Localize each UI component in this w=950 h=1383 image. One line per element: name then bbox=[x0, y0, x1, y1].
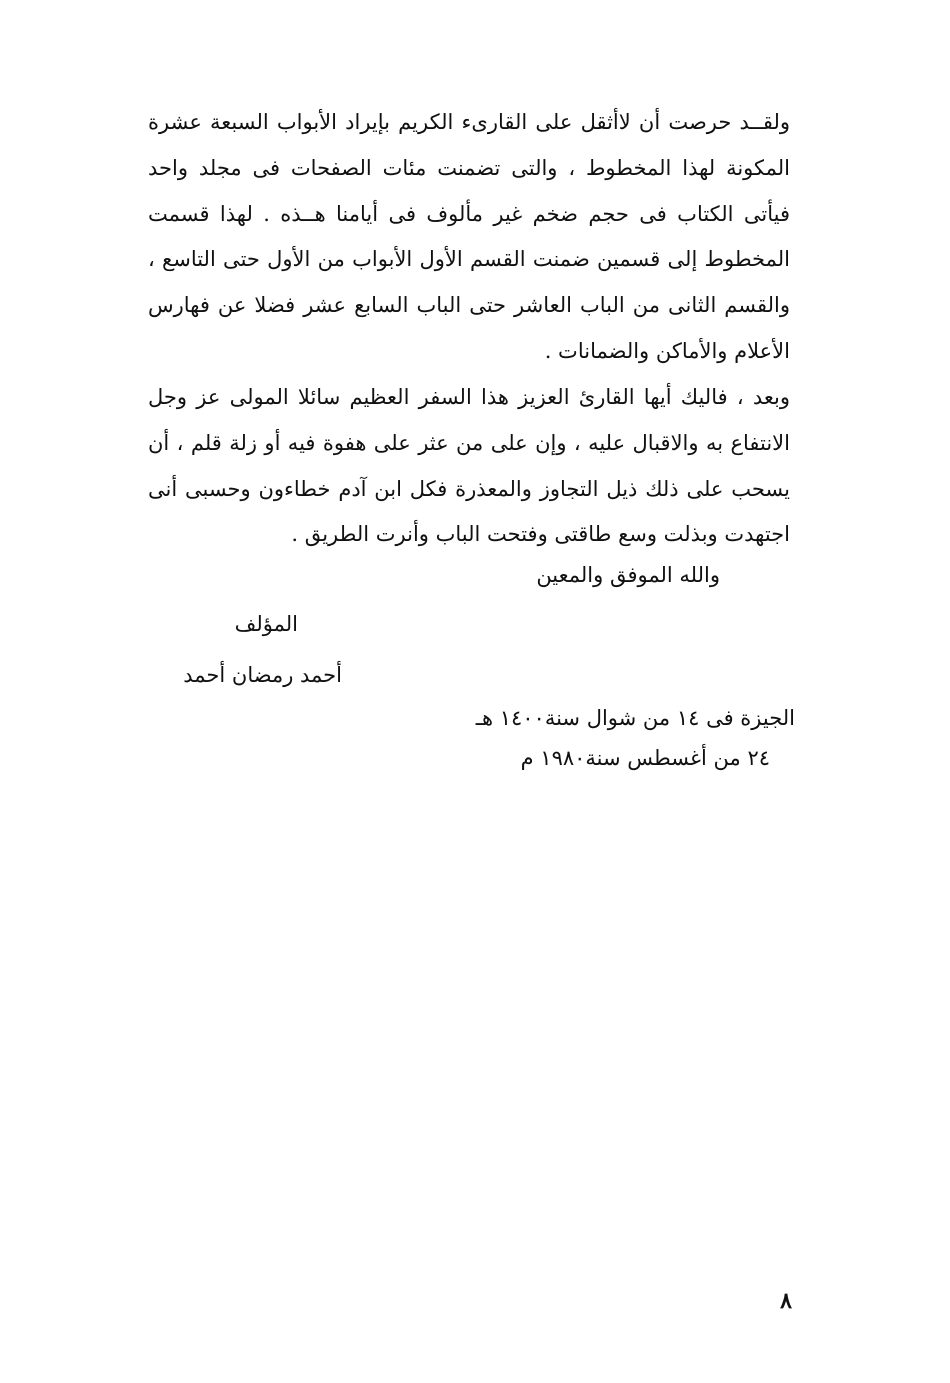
date-hijri: الجيزة فى ١٤ من شوال سنة١٤٠٠ هـ bbox=[475, 706, 795, 730]
intro-paragraph: ولقــد حرصت أن لاأثقل على القارىء الكريم بإيراد الأبواب السبعة عشرة المكونة لهذا المخطوط ، والتى تضمنت مئات الصفحات فى مجلد واحد فيأتى الكتاب فى حجم ضخم غير مألوف فى أيامنا هــذه . لهذا قسمت المخطوط إلى قسمين ضمنت القسم الأول الأبواب من الأول حتى التاسع ، والقسم الثانى من الباب العاشر حتى الباب السابع عشر فضلا عن فهارس الأعلام والأماكن والضمانات . bbox=[148, 110, 790, 363]
second-paragraph: وبعد ، فاليك أيها القارئ العزيز هذا السفر العظيم سائلا المولى عز وجل الانتفاع به والاقبال عليه ، وإن على من عثر على هفوة فيه أو زلة قلم ، أن يسحب على ذلك ذيل التجاوز والمعذرة فكل ابن آدم خطاءون وحسبى أنى اجتهدت وبذلت وسع طاقتى وفتحت الباب وأنرت الطريق . bbox=[148, 385, 790, 547]
author-label: المؤلف bbox=[234, 612, 298, 636]
closing-line: والله الموفق والمعين bbox=[536, 563, 720, 587]
page-number: ٨ bbox=[780, 1288, 792, 1314]
author-name: أحمد رمضان أحمد bbox=[183, 663, 342, 687]
date-gregorian: ٢٤ من أغسطس سنة١٩٨٠ م bbox=[520, 746, 770, 770]
